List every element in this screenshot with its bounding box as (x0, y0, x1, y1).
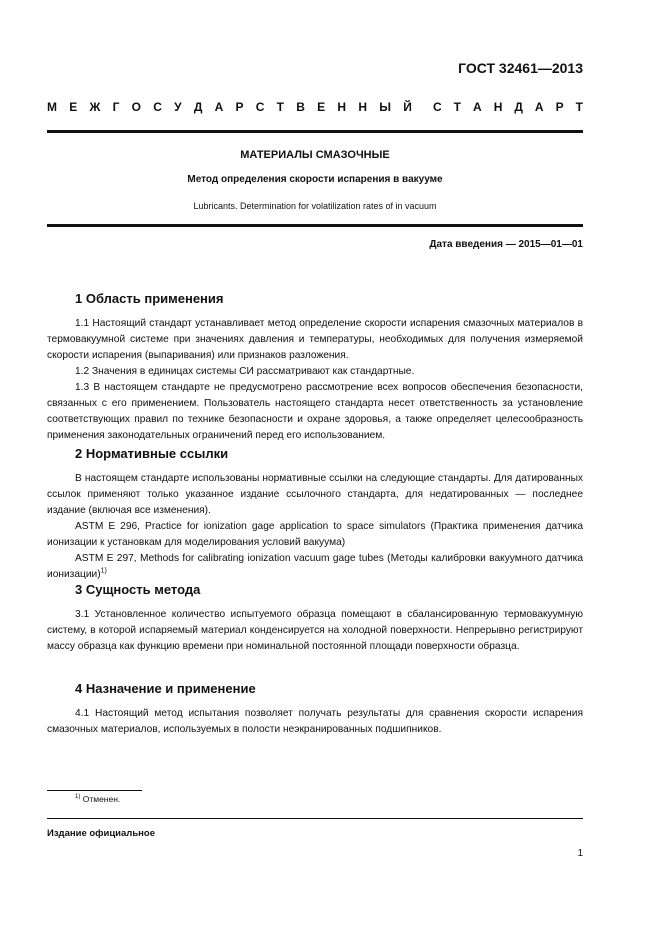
gost-number: ГОСТ 32461—2013 (458, 60, 583, 76)
section-heading: 4 Назначение и применение (75, 681, 256, 696)
banner-letter: Т (453, 100, 462, 114)
section-heading: 1 Область применения (75, 291, 224, 306)
paragraph: 4.1 Настоящий метод испытания позволяет получать результаты для сравнения скорости испарения смазочных материалов, используемых в полости неэкранированных подшипников. (47, 708, 583, 735)
section-normative-references (47, 446, 583, 583)
banner-letter: Т (276, 100, 285, 114)
section-heading: 3 Сущность метода (75, 582, 201, 597)
banner-letter: Т (575, 100, 583, 114)
banner-letter: А (214, 100, 224, 114)
banner-letter: Р (555, 100, 564, 114)
banner-letter: Н (493, 100, 503, 114)
section-scope (47, 291, 583, 444)
footer-rule (47, 818, 583, 819)
document-title: МАТЕРИАЛЫ СМАЗОЧНЫЕ (240, 149, 390, 161)
banner-letter: Ж (89, 100, 101, 114)
footnote (75, 794, 120, 804)
document-subtitle: Метод определения скорости испарения в вакууме (187, 174, 443, 185)
banner-letter: Г (112, 100, 120, 114)
paragraph: 1.1 Настоящий стандарт устанавливает метод определение скорости испарения смазочных материалов в термовакуумной системе при значениях давления и температуры, необходимых для получения измеряемой скорости испарения (выпаривания) или признаков разложения. (47, 318, 583, 361)
paragraph: В настоящем стандарте использованы нормативные ссылки на следующие стандарты. Для датированных ссылок применяют только указанное издание ссылочного стандарта, для недатированных — последнее издание (включая все изменения). (47, 473, 583, 516)
section-heading: 2 Нормативные ссылки (75, 446, 229, 461)
title-rule (47, 224, 583, 227)
introduction-date: Дата введения — 2015—01—01 (429, 239, 583, 250)
footnote-text: Отменен. (82, 794, 121, 804)
banner-letter: Н (358, 100, 367, 114)
footnote-mark: 1) (75, 794, 81, 801)
banner-letter: Ы (379, 100, 391, 114)
banner-letter: Е (317, 100, 326, 114)
banner-letter: С (153, 100, 162, 114)
edition-label: Издание официальное (47, 828, 155, 839)
banner-letter: Е (69, 100, 78, 114)
banner-word-interstate (47, 100, 412, 114)
banner-letter: В (296, 100, 305, 114)
banner-letter: С (433, 100, 442, 114)
banner-letter: Н (337, 100, 347, 114)
banner-letter: Д (193, 100, 203, 114)
page-number: 1 (577, 848, 583, 859)
banner-letter: Д (514, 100, 523, 114)
banner-letter: Р (235, 100, 244, 114)
banner-letter: С (255, 100, 265, 114)
banner-letter: М (47, 100, 57, 114)
section-method-essence (47, 582, 583, 655)
document-title-english: Lubricants. Determination for volatilization rates of in vacuum (193, 201, 437, 211)
interstate-standard-banner (47, 100, 583, 114)
paragraph: 1.2 Значения в единицах системы СИ рассматривают как стандартные. (75, 366, 415, 377)
paragraph: 1.3 В настоящем стандарте не предусмотрено рассмотрение всех вопросов обеспечения безопасности, связанных с его применением. Пользователь настоящего стандарта несет ответственность за установление соответствующих правил по технике безопасности и охране здоровья, а также определяет целесообразность применения законодательных ограничений перед его использованием. (47, 382, 583, 441)
section-purpose (47, 681, 583, 738)
reference-text: ASTM E 297, Methods for calibrating ionization vacuum gage tubes (Методы калибровки вакуумного датчика ионизации) (47, 553, 583, 580)
header-rule (47, 130, 583, 133)
paragraph: 3.1 Установленное количество испытуемого образца помещают в сбалансированную термовакуумную систему, в которой испаряемый материал конденсируется на холодной поверхности. Непрерывно регистрируют массу образца как функцию времени при номинальной постоянной площади поверхности образца. (47, 609, 583, 652)
banner-word-standard (433, 100, 583, 114)
reference-astm-e297 (47, 551, 583, 583)
banner-letter: О (131, 100, 141, 114)
banner-letter: У (174, 100, 182, 114)
banner-letter: А (534, 100, 544, 114)
footnote-separator (47, 790, 142, 791)
footnote-ref[interactable]: 1) (100, 567, 107, 575)
banner-letter: Й (403, 100, 412, 114)
reference-astm-e296: ASTM E 296, Practice for ionization gage application to space simulators (Практика применения датчика ионизации к установкам для моделирования условий вакуума) (47, 521, 583, 548)
banner-letter: А (473, 100, 482, 114)
